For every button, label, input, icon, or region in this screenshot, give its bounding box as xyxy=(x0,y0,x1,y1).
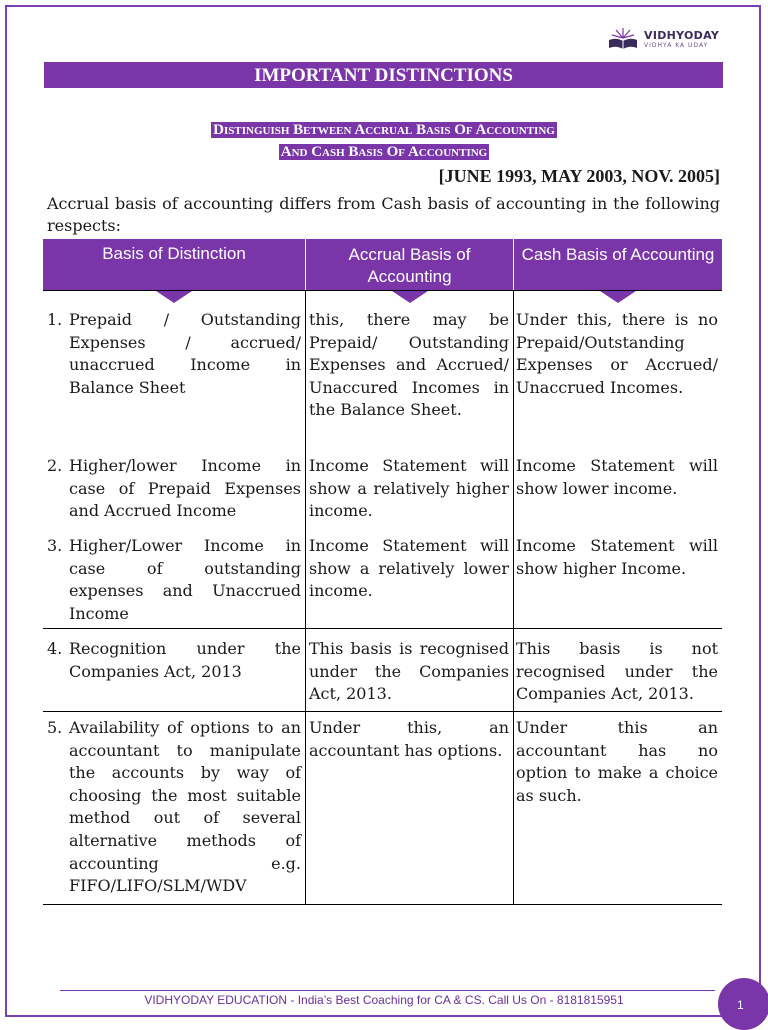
header-pointer xyxy=(156,291,192,303)
row-2-basis: Higher/lower Income in case of Prepaid Expenses and Accrued Income xyxy=(69,456,301,521)
subheading-text-1: Distinguish Between Accrual Basis Of Accounting xyxy=(213,122,555,138)
header-accrual xyxy=(306,239,513,291)
header-basis-label: Basis of Distinction xyxy=(102,244,246,263)
row-number: 5. xyxy=(47,718,63,737)
subheading-text-2: And Cash Basis Of Accounting xyxy=(280,144,488,160)
row-divider xyxy=(43,290,722,291)
row-5-cash: Under this an accountant has no option to make a choice as such. xyxy=(516,718,718,805)
header-basis xyxy=(43,239,305,291)
subheading-line-2 xyxy=(0,141,768,161)
subheading-line-1 xyxy=(0,119,768,139)
page-number: 1 xyxy=(737,998,744,1012)
row-1-accrual: this, there may be Prepaid/ Outstanding Expenses and Accrued/ Unaccured Incomes in the Balance Sheet. xyxy=(309,310,509,420)
exam-dates: [JUNE 1993, MAY 2003, NOV. 2005] xyxy=(438,166,720,186)
page-number-badge xyxy=(718,978,768,1030)
page-title: IMPORTANT DISTINCTIONS xyxy=(44,62,723,88)
book-sunrise-icon xyxy=(606,26,640,52)
header-cash xyxy=(514,239,722,291)
row-2-cash: Income Statement will show lower income. xyxy=(516,456,718,498)
header-pointer xyxy=(392,291,428,303)
header-pointer xyxy=(600,291,636,303)
row-number: 1. xyxy=(47,310,63,329)
logo-name: VIDHYODAY xyxy=(644,28,720,42)
footer-text: VIDHYODAY EDUCATION - India’s Best Coaching for CA & CS. Call Us On - 8181815951 xyxy=(144,993,624,1007)
row-divider xyxy=(43,711,722,712)
row-divider xyxy=(43,628,722,629)
row-5-basis: Availability of options to an accountant to manipulate the accounts by way of choosing the most suitable method out of several alternative methods of accounting e.g. FIFO/LIFO/SLM/WDV xyxy=(69,718,301,896)
row-1-basis: Prepaid / Outstanding Expenses / accrued/ unaccrued Income in Balance Sheet xyxy=(69,310,301,397)
brand-logo xyxy=(606,24,719,54)
logo-tagline: VIDHYA KA UDAY xyxy=(644,41,709,49)
row-3-basis: Higher/Lower Income in case of outstanding expenses and Unaccrued Income xyxy=(69,536,301,623)
row-3-cash: Income Statement will show higher Income. xyxy=(516,536,718,578)
header-accrual-label: Accrual Basis of Accounting xyxy=(348,245,471,286)
row-number: 4. xyxy=(47,639,63,658)
footer-divider xyxy=(60,990,715,991)
row-divider xyxy=(43,904,722,905)
row-3-accrual: Income Statement will show a relatively lower income. xyxy=(309,536,509,601)
column-divider xyxy=(513,291,514,904)
row-5-accrual: Under this, an accountant has options. xyxy=(309,718,509,760)
header-cash-label: Cash Basis of Accounting xyxy=(521,245,715,264)
row-4-accrual: This basis is recognised under the Companies Act, 2013. xyxy=(309,639,509,704)
row-1-cash: Under this, there is no Prepaid/Outstanding Expenses or Accrued/ Unaccrued Incomes. xyxy=(516,310,718,397)
column-divider xyxy=(305,291,306,904)
row-4-cash: This basis is not recognised under the Companies Act, 2013. xyxy=(516,639,718,704)
row-number: 2. xyxy=(47,456,63,475)
row-2-accrual: Income Statement will show a relatively higher income. xyxy=(309,456,509,521)
intro-paragraph: Accrual basis of accounting differs from Cash basis of accounting in the following respects: xyxy=(47,194,720,235)
row-4-basis: Recognition under the Companies Act, 2013 xyxy=(69,639,301,681)
row-number: 3. xyxy=(47,536,63,555)
